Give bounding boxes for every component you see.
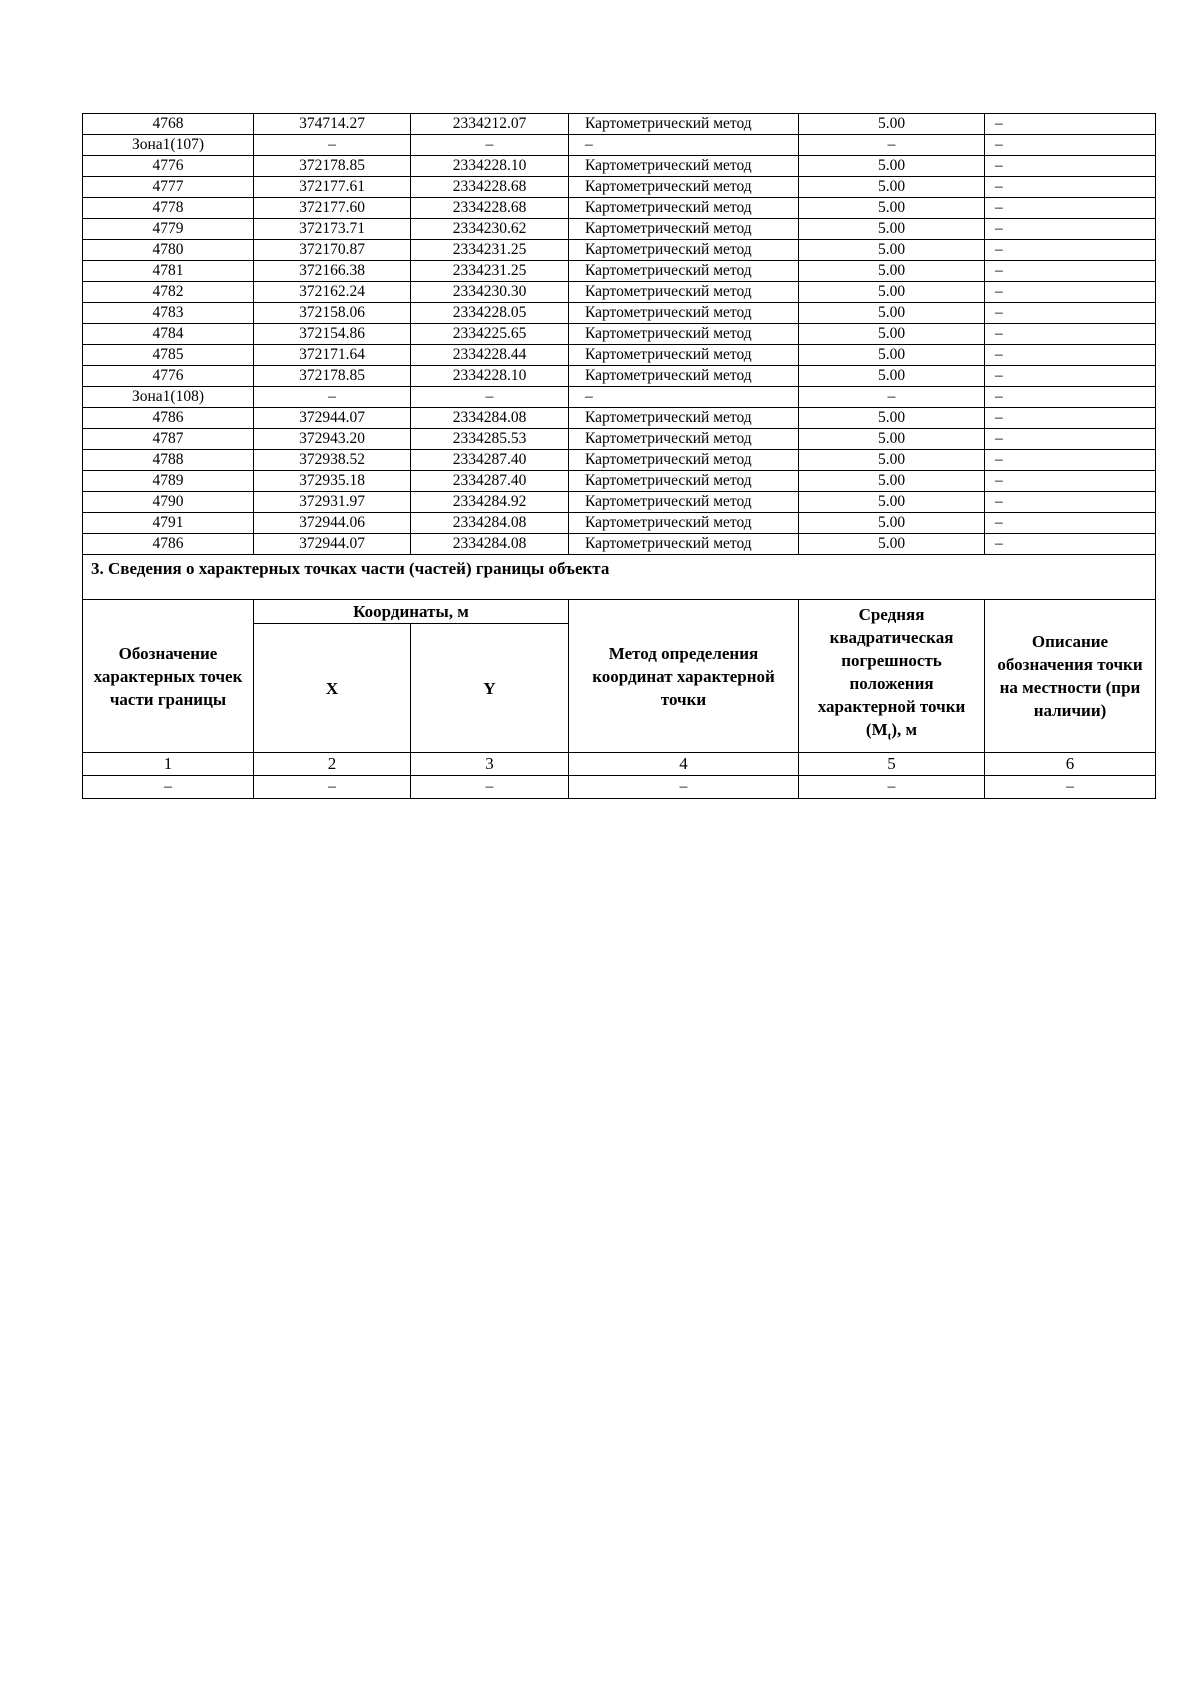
header-description: Описание обозначения точки на местности (при наличии) — [985, 600, 1156, 753]
point-id-cell: 4786 — [83, 408, 254, 429]
x-coordinate-cell: 372171.64 — [254, 345, 411, 366]
error-cell: 5.00 — [799, 471, 985, 492]
point-id-cell: 4791 — [83, 513, 254, 534]
y-coordinate-cell: 2334228.44 — [411, 345, 569, 366]
table-row — [83, 114, 1156, 135]
point-id-cell: 4785 — [83, 345, 254, 366]
point-id-cell: 4779 — [83, 219, 254, 240]
table-row — [83, 387, 1156, 408]
column-number-row — [83, 753, 1156, 776]
description-cell: – — [985, 282, 1156, 303]
point-id-cell: 4783 — [83, 303, 254, 324]
column-number: 4 — [569, 753, 799, 776]
table-row — [83, 303, 1156, 324]
x-coordinate-cell: 372154.86 — [254, 324, 411, 345]
point-id-cell: 4780 — [83, 240, 254, 261]
x-coordinate-cell: 372170.87 — [254, 240, 411, 261]
x-coordinate-cell: 372166.38 — [254, 261, 411, 282]
description-cell: – — [985, 114, 1156, 135]
error-cell: 5.00 — [799, 492, 985, 513]
table-row — [83, 513, 1156, 534]
table-row — [83, 261, 1156, 282]
empty-cell: – — [985, 776, 1156, 799]
description-cell: – — [985, 261, 1156, 282]
description-cell: – — [985, 345, 1156, 366]
table-row — [83, 345, 1156, 366]
method-cell: Картометрический метод — [569, 345, 799, 366]
section3-title: 3. Сведения о характерных точках части (частей) границы объекта — [83, 555, 1156, 600]
y-coordinate-cell: – — [411, 135, 569, 156]
point-id-cell: 4782 — [83, 282, 254, 303]
method-cell: Картометрический метод — [569, 492, 799, 513]
y-coordinate-cell: 2334228.05 — [411, 303, 569, 324]
empty-cell: – — [569, 776, 799, 799]
table-row — [83, 240, 1156, 261]
table-row — [83, 366, 1156, 387]
error-cell: 5.00 — [799, 282, 985, 303]
method-cell: Картометрический метод — [569, 366, 799, 387]
y-coordinate-cell: 2334228.10 — [411, 156, 569, 177]
error-cell: 5.00 — [799, 240, 985, 261]
document-page — [82, 113, 1155, 799]
error-cell: 5.00 — [799, 177, 985, 198]
y-coordinate-cell: 2334231.25 — [411, 261, 569, 282]
point-id-cell: Зона1(107) — [83, 135, 254, 156]
y-coordinate-cell: – — [411, 387, 569, 408]
error-cell: 5.00 — [799, 261, 985, 282]
point-id-cell: 4777 — [83, 177, 254, 198]
error-cell: 5.00 — [799, 219, 985, 240]
empty-data-row — [83, 776, 1156, 799]
description-cell: – — [985, 450, 1156, 471]
method-cell: Картометрический метод — [569, 282, 799, 303]
x-coordinate-cell: 372162.24 — [254, 282, 411, 303]
header-method: Метод определения координат характерной точки — [569, 600, 799, 753]
header-coordinates: Координаты, м — [254, 600, 569, 624]
error-cell: 5.00 — [799, 345, 985, 366]
method-cell: – — [569, 387, 799, 408]
method-cell: Картометрический метод — [569, 219, 799, 240]
description-cell: – — [985, 513, 1156, 534]
empty-cell: – — [254, 776, 411, 799]
method-cell: Картометрический метод — [569, 450, 799, 471]
error-cell: 5.00 — [799, 408, 985, 429]
method-cell: Картометрический метод — [569, 177, 799, 198]
description-cell: – — [985, 177, 1156, 198]
y-coordinate-cell: 2334230.30 — [411, 282, 569, 303]
x-coordinate-cell: 372938.52 — [254, 450, 411, 471]
error-cell: 5.00 — [799, 366, 985, 387]
error-cell: 5.00 — [799, 513, 985, 534]
header-mean-error — [799, 600, 985, 753]
x-coordinate-cell: 372944.07 — [254, 534, 411, 555]
x-coordinate-cell: 372177.60 — [254, 198, 411, 219]
empty-cell: – — [411, 776, 569, 799]
method-cell: Картометрический метод — [569, 261, 799, 282]
y-coordinate-cell: 2334284.92 — [411, 492, 569, 513]
description-cell: – — [985, 303, 1156, 324]
table-row — [83, 471, 1156, 492]
table-row — [83, 324, 1156, 345]
error-cell: – — [799, 135, 985, 156]
header-mean-error-unit: ), м — [891, 720, 918, 740]
x-coordinate-cell: 372931.97 — [254, 492, 411, 513]
point-id-cell: 4781 — [83, 261, 254, 282]
point-id-cell: 4776 — [83, 366, 254, 387]
method-cell: Картометрический метод — [569, 198, 799, 219]
table-row — [83, 534, 1156, 555]
point-id-cell: 4768 — [83, 114, 254, 135]
x-coordinate-cell: 372177.61 — [254, 177, 411, 198]
description-cell: – — [985, 408, 1156, 429]
error-cell: 5.00 — [799, 450, 985, 471]
description-cell: – — [985, 156, 1156, 177]
x-coordinate-cell: 372943.20 — [254, 429, 411, 450]
y-coordinate-cell: 2334287.40 — [411, 450, 569, 471]
method-cell: Картометрический метод — [569, 429, 799, 450]
y-coordinate-cell: 2334284.08 — [411, 513, 569, 534]
point-id-cell: 4790 — [83, 492, 254, 513]
y-coordinate-cell: 2334284.08 — [411, 534, 569, 555]
header-mean-error-text: Средняя квадратическая погрешность положения характерной точки (M — [817, 605, 966, 740]
empty-cell: – — [83, 776, 254, 799]
header-x: X — [254, 624, 411, 753]
x-coordinate-cell: 372944.07 — [254, 408, 411, 429]
x-coordinate-cell: – — [254, 387, 411, 408]
point-id-cell: 4778 — [83, 198, 254, 219]
description-cell: – — [985, 429, 1156, 450]
table-row — [83, 156, 1156, 177]
point-id-cell: 4787 — [83, 429, 254, 450]
header-y: Y — [411, 624, 569, 753]
y-coordinate-cell: 2334287.40 — [411, 471, 569, 492]
method-cell: Картометрический метод — [569, 156, 799, 177]
point-id-cell: 4789 — [83, 471, 254, 492]
error-cell: 5.00 — [799, 198, 985, 219]
y-coordinate-cell: 2334228.68 — [411, 177, 569, 198]
header-mean-error-subscript: t — [887, 730, 892, 743]
x-coordinate-cell: – — [254, 135, 411, 156]
x-coordinate-cell: 372935.18 — [254, 471, 411, 492]
point-id-cell: Зона1(108) — [83, 387, 254, 408]
error-cell: 5.00 — [799, 303, 985, 324]
column-number: 2 — [254, 753, 411, 776]
column-number: 6 — [985, 753, 1156, 776]
column-number: 1 — [83, 753, 254, 776]
method-cell: Картометрический метод — [569, 303, 799, 324]
table-row — [83, 450, 1156, 471]
y-coordinate-cell: 2334285.53 — [411, 429, 569, 450]
point-id-cell: 4784 — [83, 324, 254, 345]
method-cell: Картометрический метод — [569, 324, 799, 345]
x-coordinate-cell: 372173.71 — [254, 219, 411, 240]
point-id-cell: 4786 — [83, 534, 254, 555]
method-cell: Картометрический метод — [569, 513, 799, 534]
x-coordinate-cell: 372158.06 — [254, 303, 411, 324]
column-number: 5 — [799, 753, 985, 776]
table-row — [83, 408, 1156, 429]
description-cell: – — [985, 240, 1156, 261]
method-cell: Картометрический метод — [569, 408, 799, 429]
x-coordinate-cell: 372944.06 — [254, 513, 411, 534]
y-coordinate-cell: 2334228.68 — [411, 198, 569, 219]
header-point-designation: Обозначение характерных точек части границы — [83, 600, 254, 753]
error-cell: 5.00 — [799, 324, 985, 345]
description-cell: – — [985, 198, 1156, 219]
description-cell: – — [985, 534, 1156, 555]
error-cell: 5.00 — [799, 156, 985, 177]
table-row — [83, 282, 1156, 303]
description-cell: – — [985, 135, 1156, 156]
method-cell: – — [569, 135, 799, 156]
y-coordinate-cell: 2334225.65 — [411, 324, 569, 345]
description-cell: – — [985, 387, 1156, 408]
method-cell: Картометрический метод — [569, 114, 799, 135]
error-cell: 5.00 — [799, 429, 985, 450]
y-coordinate-cell: 2334284.08 — [411, 408, 569, 429]
description-cell: – — [985, 366, 1156, 387]
table-row — [83, 219, 1156, 240]
points-table-body — [83, 114, 1156, 555]
description-cell: – — [985, 324, 1156, 345]
column-number: 3 — [411, 753, 569, 776]
section3-block — [83, 555, 1156, 799]
x-coordinate-cell: 372178.85 — [254, 156, 411, 177]
description-cell: – — [985, 492, 1156, 513]
point-id-cell: 4776 — [83, 156, 254, 177]
method-cell: Картометрический метод — [569, 240, 799, 261]
error-cell: 5.00 — [799, 534, 985, 555]
table-row — [83, 177, 1156, 198]
table-row — [83, 135, 1156, 156]
description-cell: – — [985, 219, 1156, 240]
y-coordinate-cell: 2334231.25 — [411, 240, 569, 261]
table-row — [83, 198, 1156, 219]
empty-cell: – — [799, 776, 985, 799]
error-cell: – — [799, 387, 985, 408]
method-cell: Картометрический метод — [569, 534, 799, 555]
error-cell: 5.00 — [799, 114, 985, 135]
table-row — [83, 429, 1156, 450]
table-row — [83, 492, 1156, 513]
y-coordinate-cell: 2334228.10 — [411, 366, 569, 387]
x-coordinate-cell: 374714.27 — [254, 114, 411, 135]
y-coordinate-cell: 2334230.62 — [411, 219, 569, 240]
point-id-cell: 4788 — [83, 450, 254, 471]
boundary-points-table — [82, 113, 1156, 799]
method-cell: Картометрический метод — [569, 471, 799, 492]
y-coordinate-cell: 2334212.07 — [411, 114, 569, 135]
description-cell: – — [985, 471, 1156, 492]
x-coordinate-cell: 372178.85 — [254, 366, 411, 387]
